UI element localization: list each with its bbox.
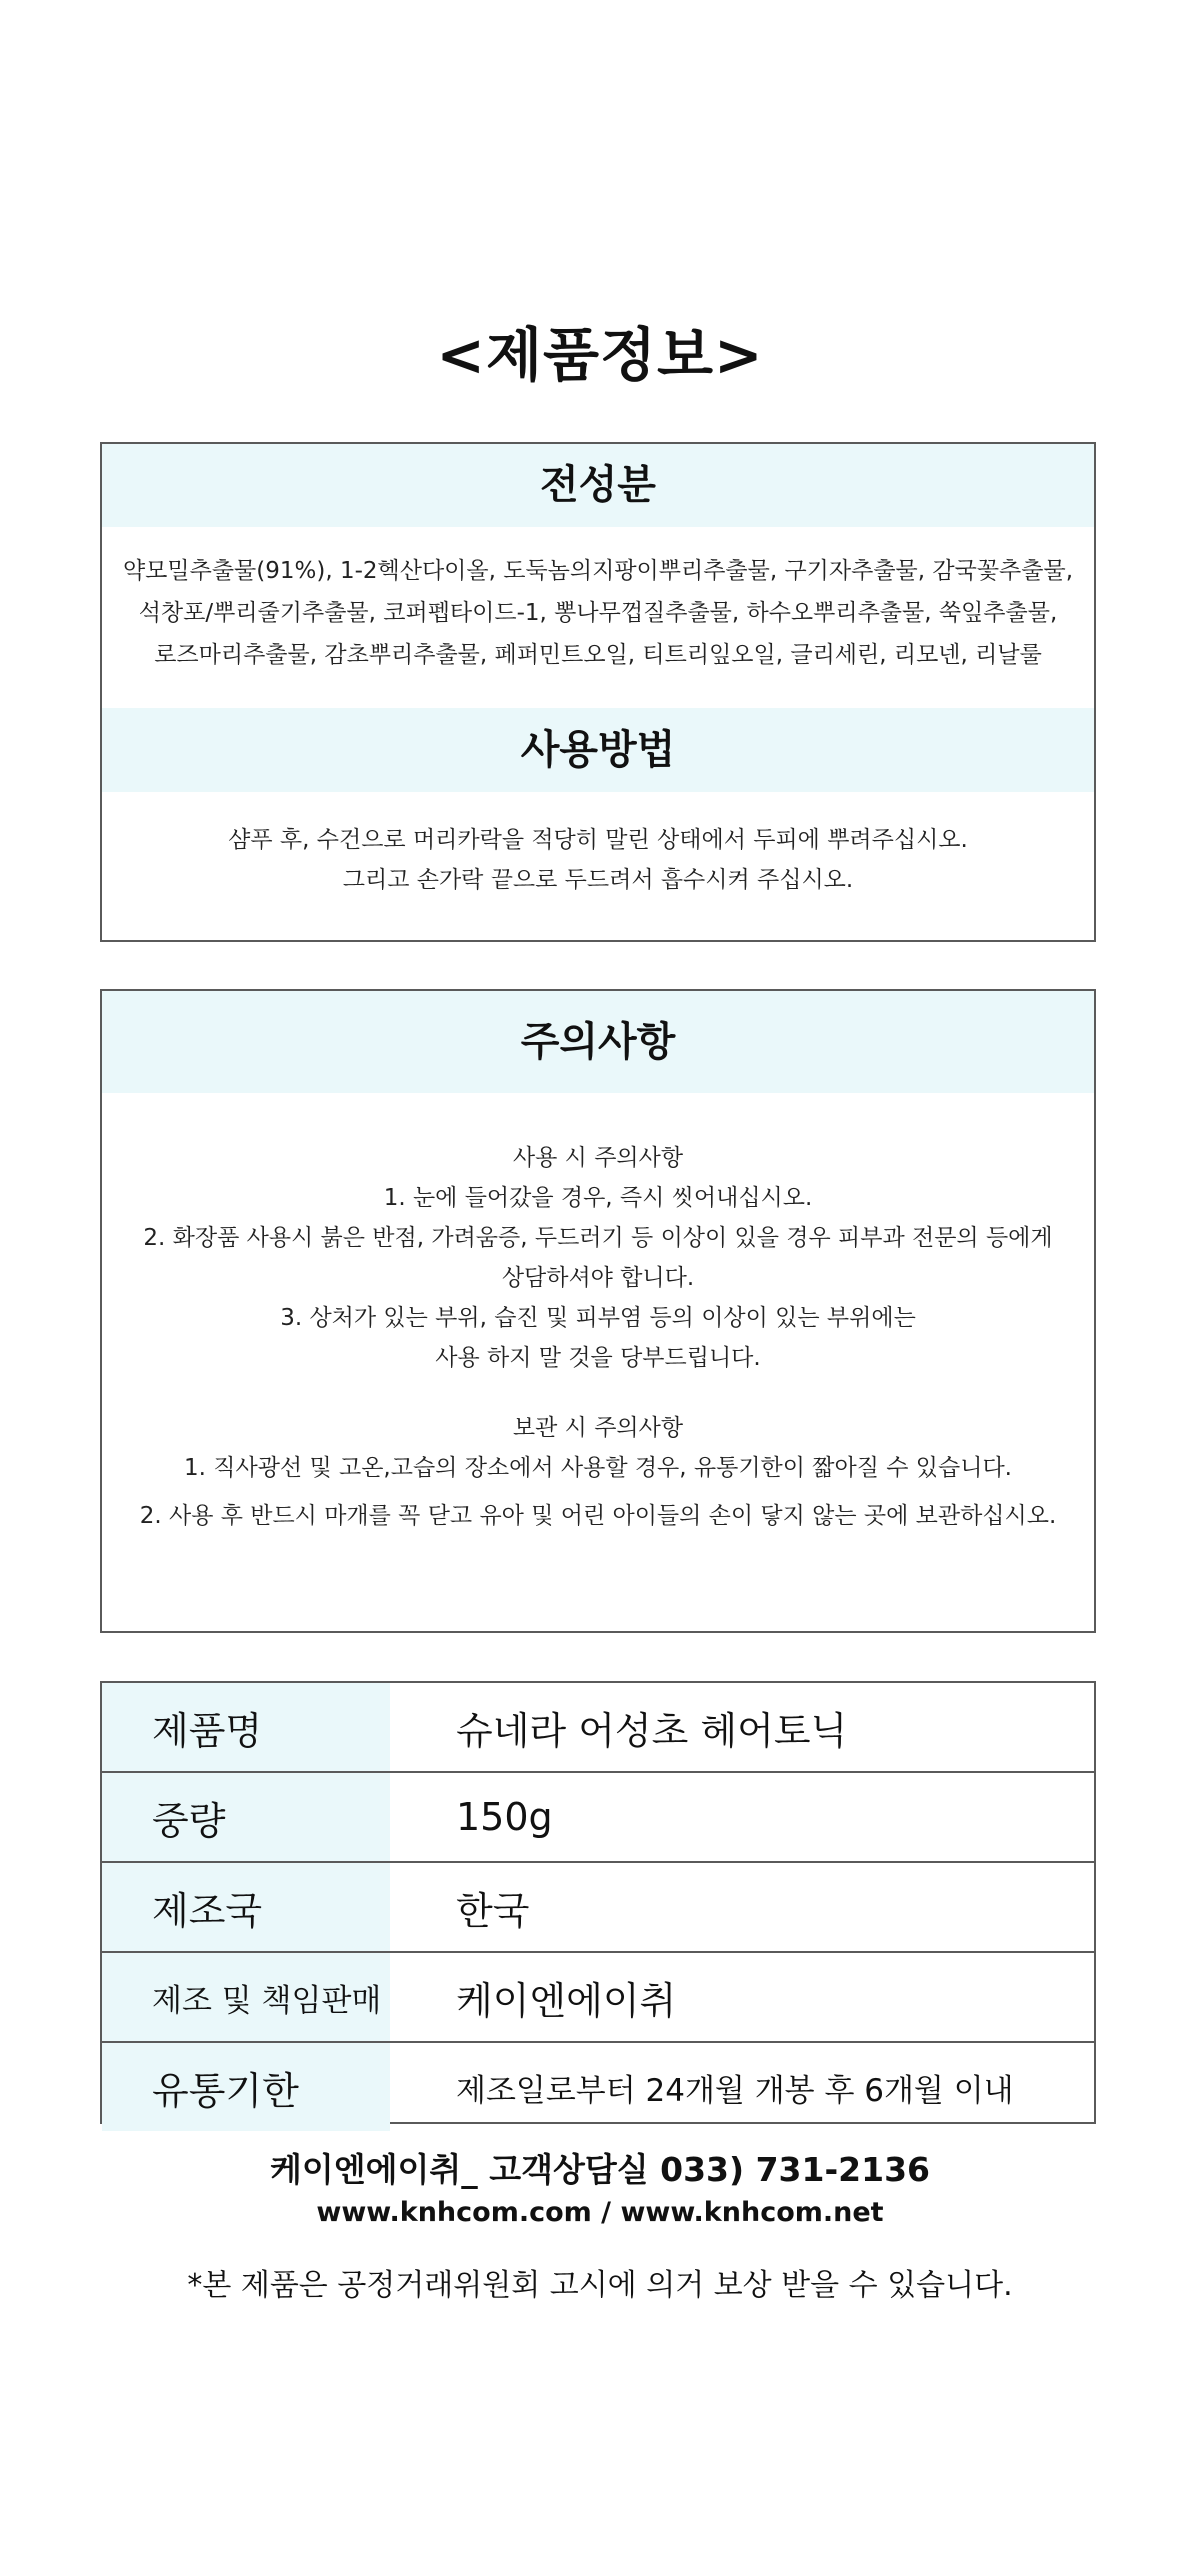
table-row (102, 1771, 1094, 1861)
country-label: 제조국 (102, 1863, 390, 1951)
customer-service-contact: 케이엔에이취_ 고객상담실 033) 731-2136 (269, 2150, 931, 2189)
caution-use-title: 사용 시 주의사항 (512, 1145, 684, 1171)
table-row (102, 1861, 1094, 1951)
usage-line: 그리고 손가락 끝으로 두드려서 흡수시켜 주십시오. (342, 867, 854, 893)
ingredients-line: 석창포/뿌리줄기추출물, 코퍼펩타이드-1, 뽕나무껍질추출물, 하수오뿌리추출물, 쑥잎추출물, (138, 600, 1058, 626)
product-name-value: 슈네라 어성초 헤어토닉 (456, 1708, 848, 1753)
compensation-notice: *본 제품은 공정거래위원회 고시에 의거 보상 받을 수 있습니다. (187, 2268, 1013, 2303)
caution-use-line: 사용 하지 말 것을 당부드립니다. (435, 1345, 761, 1371)
ingredients-line: 로즈마리추출물, 감초뿌리추출물, 페퍼민트오일, 티트리잎오일, 글리세린, 리모넨, 리날룰 (154, 642, 1042, 668)
table-row (102, 1683, 1094, 1771)
caution-heading: 주의사항 (102, 991, 1094, 1093)
caution-use-line: 상담하셔야 합니다. (501, 1265, 695, 1291)
usage-heading: 사용방법 (102, 708, 1094, 792)
weight-label: 중량 (102, 1773, 390, 1861)
weight-value: 150g (456, 1795, 553, 1839)
ingredients-heading: 전성분 (102, 444, 1094, 527)
caution-use-line: 3. 상처가 있는 부위, 습진 및 피부염 등의 이상이 있는 부위에는 (280, 1305, 916, 1331)
caution-storage-line: 2. 사용 후 반드시 마개를 꼭 닫고 유아 및 어린 아이들의 손이 닿지 않는 곳에 보관하십시오. (139, 1503, 1057, 1529)
caution-use-line: 1. 눈에 들어갔을 경우, 즉시 씻어내십시오. (383, 1185, 813, 1211)
country-value: 한국 (456, 1888, 530, 1933)
table-row (102, 1951, 1094, 2041)
product-name-label: 제품명 (102, 1683, 390, 1771)
caution-box (100, 989, 1096, 1633)
caution-storage-title: 보관 시 주의사항 (512, 1415, 684, 1441)
manufacturer-label: 제조 및 책임판매 (102, 1953, 390, 2041)
ingredients-line: 약모밀추출물(91%), 1-2헥산다이올, 도둑놈의지팡이뿌리추출물, 구기자추출물, 감국꽃추출물, (122, 558, 1074, 584)
caution-storage-line: 1. 직사광선 및 고온,고습의 장소에서 사용할 경우, 유통기한이 짧아질 수 있습니다. (184, 1455, 1012, 1481)
usage-line: 샴푸 후, 수건으로 머리카락을 적당히 말린 상태에서 두피에 뿌려주십시오. (228, 827, 968, 853)
product-info-table (100, 1681, 1096, 2124)
expiry-label: 유통기한 (102, 2043, 390, 2131)
manufacturer-value: 케이엔에이취 (456, 1978, 677, 2023)
usage-text (102, 820, 1094, 900)
ingredients-text (102, 550, 1094, 676)
caution-spacer (102, 1378, 1094, 1408)
ingredients-usage-box (100, 442, 1096, 942)
caution-use-line: 2. 화장품 사용시 붉은 반점, 가려움증, 두드러기 등 이상이 있을 경우 피부과 전문의 등에게 (143, 1225, 1053, 1251)
expiry-value: 제조일로부터 24개월 개봉 후 6개월 이내 (456, 2072, 1014, 2109)
table-row (102, 2041, 1094, 2131)
page-title: <제품정보> (436, 321, 764, 389)
caution-text (102, 1138, 1094, 1536)
website-links[interactable]: www.knhcom.com / www.knhcom.net (316, 2197, 884, 2228)
